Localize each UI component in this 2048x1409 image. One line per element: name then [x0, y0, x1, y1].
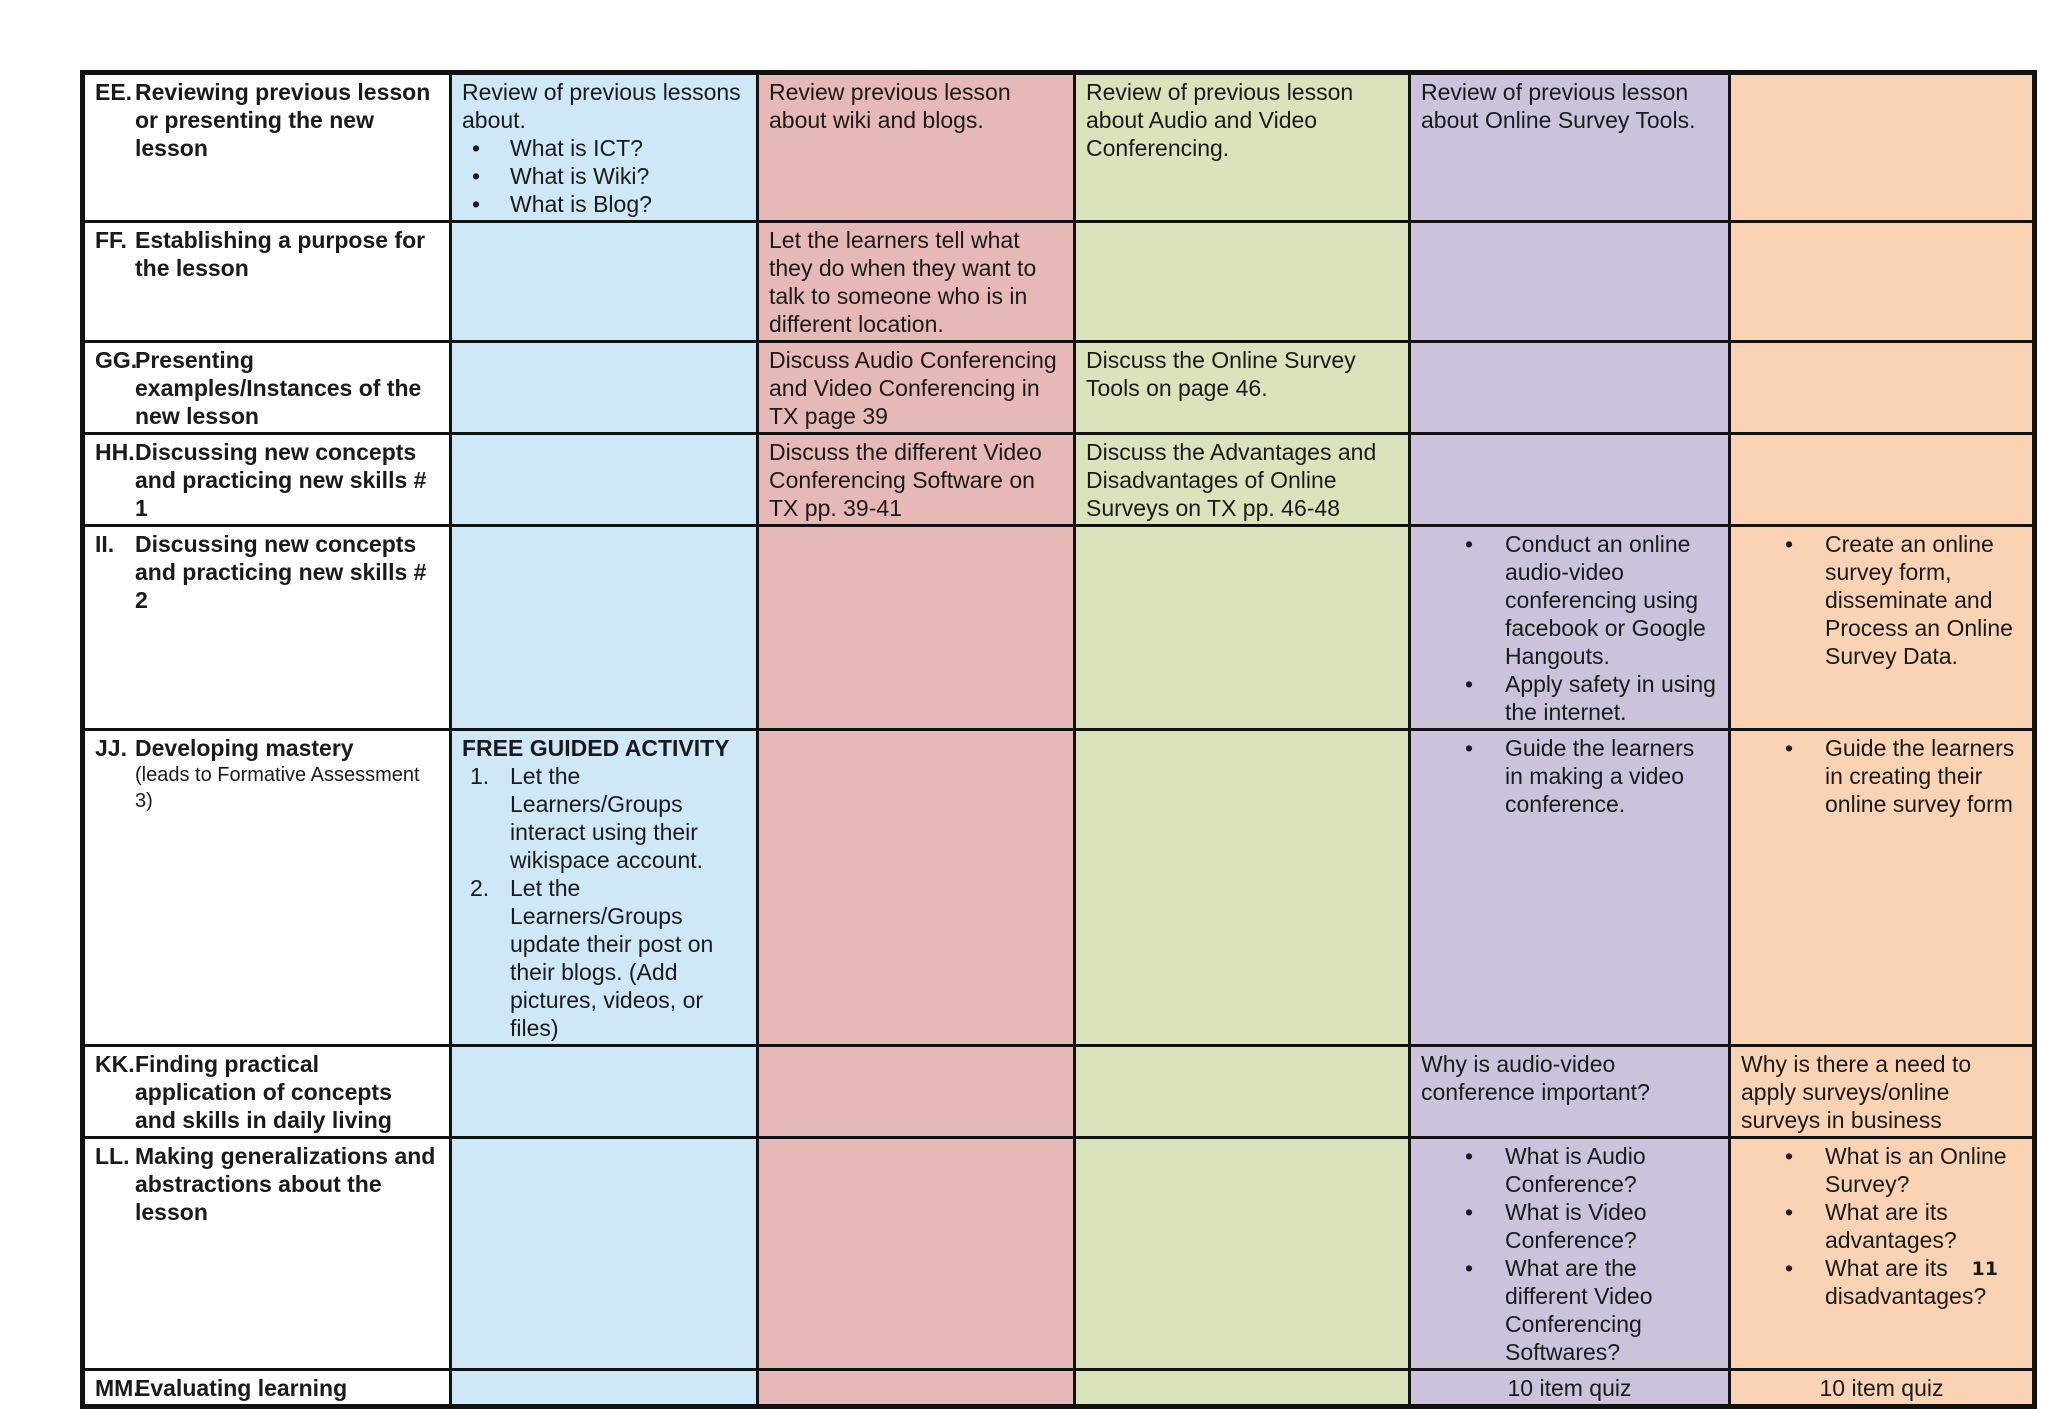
table-row — [83, 1370, 2035, 1407]
cell-text: Discuss the different Video Conferencing Software on TX pp. 39-41 — [769, 439, 1042, 521]
row-label: Evaluating learning — [135, 1375, 348, 1401]
row-code: MM. — [95, 1375, 140, 1401]
day4-cell — [1410, 526, 1730, 730]
day5-cell — [1730, 1370, 2035, 1407]
list-item: • What is Wiki? — [510, 162, 746, 190]
row-code: II. — [95, 531, 115, 557]
row-code: LL. — [95, 1143, 130, 1169]
table-row — [83, 1046, 2035, 1138]
row-code: KK. — [95, 1051, 135, 1077]
list-item: • What is ICT? — [510, 134, 746, 162]
day2-cell — [758, 1046, 1075, 1138]
cell-text: Review of previous lessons about. — [462, 79, 741, 133]
page-number: 11 — [1971, 1258, 1998, 1280]
day4-cell — [1410, 1370, 1730, 1407]
row-label-cell — [83, 73, 451, 222]
list-number: 1. — [470, 763, 490, 789]
cell-text: Discuss the Advantages and Disadvantages of Online Surveys on TX pp. 46-48 — [1086, 439, 1377, 521]
day4-cell — [1410, 73, 1730, 222]
day4-cell — [1410, 1138, 1730, 1370]
day2-cell — [758, 526, 1075, 730]
cell-text: Review of previous lesson about Audio and Video Conferencing. — [1086, 79, 1354, 161]
cell-text: Review previous lesson about wiki and blogs. — [769, 79, 1011, 133]
day5-cell — [1730, 730, 2035, 1046]
day2-cell — [758, 73, 1075, 222]
cell-text: 10 item quiz — [1507, 1375, 1632, 1401]
day5-cell — [1730, 342, 2035, 434]
day5-cell — [1730, 73, 2035, 222]
row-label-cell — [83, 342, 451, 434]
day3-cell — [1075, 1046, 1410, 1138]
cell-text: Discuss Audio Conferencing and Video Conferencing in TX page 39 — [769, 347, 1057, 429]
row-sublabel: (leads to Formative Assessment 3) — [135, 764, 420, 812]
day3-cell — [1075, 730, 1410, 1046]
cell-text: Review of previous lesson about Online Survey Tools. — [1421, 79, 1696, 133]
cell-text: Let the learners tell what they do when they want to talk to someone who is in different location. — [769, 227, 1037, 337]
row-label: Discussing new concepts and practicing new skills # 2 — [135, 531, 427, 613]
list-item — [470, 762, 746, 874]
bullet-list — [1421, 734, 1718, 818]
row-label: Finding practical application of concepts and skills in daily living — [135, 1051, 392, 1133]
row-code: EE. — [95, 79, 133, 105]
day4-cell — [1410, 1046, 1730, 1138]
day5-cell — [1730, 1138, 2035, 1370]
day1-cell — [451, 526, 758, 730]
row-label-cell — [83, 434, 451, 526]
bullet-list — [1421, 1142, 1718, 1366]
day1-cell — [451, 434, 758, 526]
list-item: • Create an online survey form, disseminate and Process an Online Survey Data. — [1825, 530, 2022, 670]
cell-text: Why is audio-video conference important? — [1421, 1051, 1650, 1105]
row-label-cell — [83, 1138, 451, 1370]
cell-text: 10 item quiz — [1819, 1375, 1944, 1401]
row-code: FF. — [95, 227, 127, 253]
day3-cell — [1075, 1370, 1410, 1407]
day4-cell — [1410, 730, 1730, 1046]
day1-cell — [451, 1370, 758, 1407]
row-label-cell — [83, 730, 451, 1046]
cell-text: Why is there a need to apply surveys/online surveys in business — [1741, 1051, 1972, 1133]
table-row — [83, 434, 2035, 526]
row-label: Developing mastery — [135, 735, 354, 761]
day1-cell — [451, 222, 758, 342]
day1-cell — [451, 730, 758, 1046]
day3-cell — [1075, 342, 1410, 434]
list-number: 2. — [470, 875, 490, 901]
list-item: • Conduct an online audio-video conferencing using facebook or Google Hangouts. — [1505, 530, 1718, 670]
table-row — [83, 222, 2035, 342]
bullet-list — [1741, 530, 2022, 670]
bullet-list — [1741, 1142, 2022, 1310]
day3-cell — [1075, 434, 1410, 526]
list-item: • Apply safety in using the internet. — [1505, 670, 1718, 726]
day3-cell — [1075, 73, 1410, 222]
lesson-plan-table — [80, 70, 2037, 1409]
row-label-cell — [83, 1046, 451, 1138]
numbered-list — [462, 762, 746, 1042]
list-item: • What are the different Video Conferencing Softwares? — [1505, 1254, 1718, 1366]
day3-cell — [1075, 526, 1410, 730]
bullet-list — [1421, 530, 1718, 726]
list-text: Let the Learners/Groups interact using their wikispace account. — [510, 763, 704, 873]
day2-cell — [758, 730, 1075, 1046]
row-label: Presenting examples/Instances of the new lesson — [135, 347, 422, 429]
bullet-list — [462, 134, 746, 218]
day1-cell — [451, 73, 758, 222]
day1-cell — [451, 342, 758, 434]
row-code: JJ. — [95, 735, 127, 761]
day5-cell — [1730, 222, 2035, 342]
activity-title: FREE GUIDED ACTIVITY — [462, 735, 730, 761]
cell-text: Discuss the Online Survey Tools on page 46. — [1086, 347, 1356, 401]
day1-cell — [451, 1138, 758, 1370]
list-item: • Guide the learners in making a video conference. — [1505, 734, 1718, 818]
table-row — [83, 526, 2035, 730]
row-label: Reviewing previous lesson or presenting the new lesson — [135, 79, 431, 161]
day3-cell — [1075, 1138, 1410, 1370]
day4-cell — [1410, 222, 1730, 342]
list-item: • Guide the learners in creating their online survey form — [1825, 734, 2022, 818]
day2-cell — [758, 434, 1075, 526]
day2-cell — [758, 342, 1075, 434]
row-code: HH. — [95, 439, 135, 465]
list-item: • What is an Online Survey? — [1825, 1142, 2022, 1198]
row-label: Making generalizations and abstractions about the lesson — [135, 1143, 436, 1225]
row-label-cell — [83, 222, 451, 342]
list-item: • What is Audio Conference? — [1505, 1142, 1718, 1198]
day5-cell — [1730, 434, 2035, 526]
day5-cell — [1730, 526, 2035, 730]
table-row — [83, 730, 2035, 1046]
list-item: • What are its disadvantages? — [1825, 1254, 2022, 1310]
day2-cell — [758, 1138, 1075, 1370]
list-text: Let the Learners/Groups update their post on their blogs. (Add pictures, videos, or files) — [510, 875, 714, 1041]
list-item — [470, 874, 746, 1042]
day2-cell — [758, 1370, 1075, 1407]
day4-cell — [1410, 434, 1730, 526]
row-label: Establishing a purpose for the lesson — [135, 227, 426, 281]
day5-cell — [1730, 1046, 2035, 1138]
day3-cell — [1075, 222, 1410, 342]
day4-cell — [1410, 342, 1730, 434]
list-item: • What is Video Conference? — [1505, 1198, 1718, 1254]
table-row — [83, 342, 2035, 434]
list-item: • What is Blog? — [510, 190, 746, 218]
table-row — [83, 1138, 2035, 1370]
row-label-cell — [83, 526, 451, 730]
list-item: • What are its advantages? — [1825, 1198, 2022, 1254]
row-label-cell — [83, 1370, 451, 1407]
table-row — [83, 73, 2035, 222]
bullet-list — [1741, 734, 2022, 818]
day1-cell — [451, 1046, 758, 1138]
row-label: Discussing new concepts and practicing new skills # 1 — [135, 439, 427, 521]
day2-cell — [758, 222, 1075, 342]
row-code: GG. — [95, 347, 138, 373]
